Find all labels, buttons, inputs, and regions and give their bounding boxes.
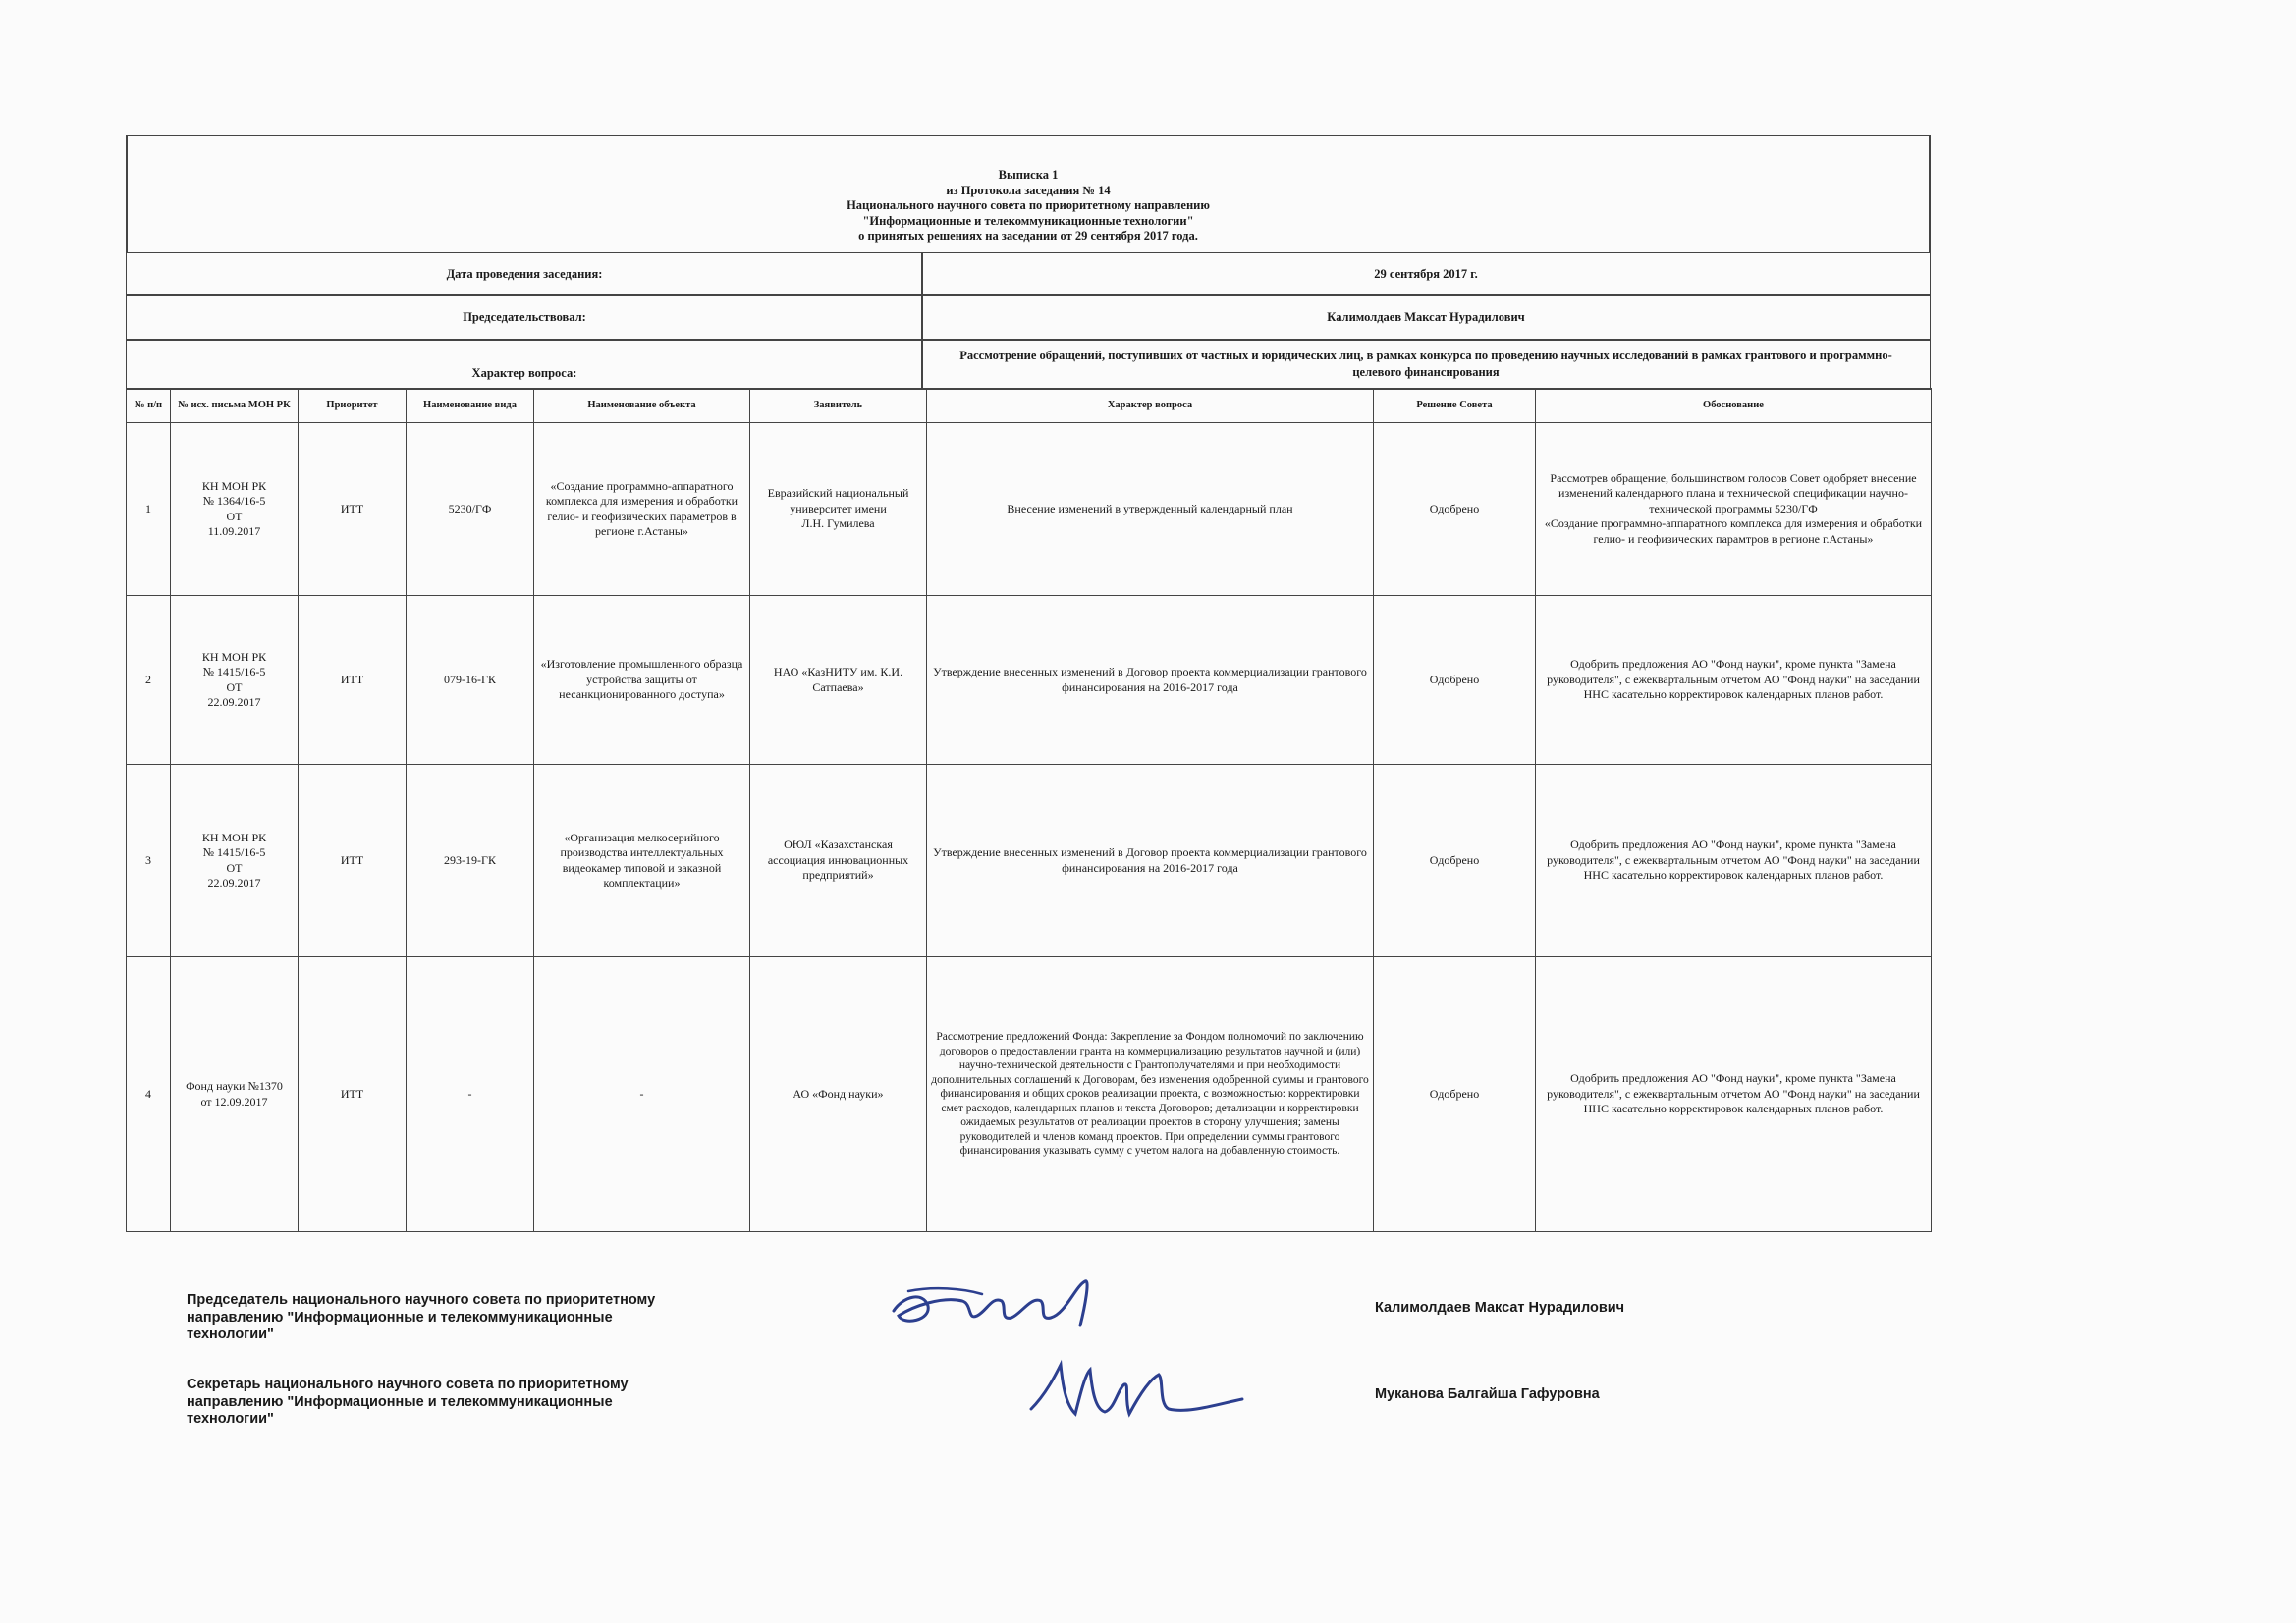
cell-num: 4 (127, 957, 171, 1232)
title-line: из Протокола заседания № 14 (946, 183, 1111, 197)
meeting-date-value: 29 сентября 2017 г. (921, 252, 1931, 296)
cell-num: 2 (127, 596, 171, 765)
meeting-date-label: Дата проведения заседания: (126, 252, 923, 296)
cell-priority: ИТТ (299, 957, 407, 1232)
cell-object: «Изготовление промышленного образца устройства защиты от несанкционированного доступа» (534, 596, 750, 765)
title-line: о принятых решениях на заседании от 29 сентября 2017 года. (858, 229, 1198, 243)
cell-applicant: НАО «КазНИТУ им. К.И. Сатпаева» (750, 596, 927, 765)
table-row (127, 596, 1932, 765)
cell-question: Внесение изменений в утвержденный календарный план (927, 423, 1374, 596)
col-header-decision: Решение Совета (1374, 389, 1536, 423)
chair-label: Председательствовал: (126, 294, 923, 341)
question-value: Рассмотрение обращений, поступивших от частных и юридических лиц, в рамках конкурса по проведению научных исследований в рамках грантового и программно-целевого финансирования (921, 339, 1931, 390)
cell-question: Утверждение внесенных изменений в Договор проекта коммерциализации грантового финансирования на 2016-2017 года (927, 596, 1374, 765)
document-header (126, 135, 1931, 252)
cell-priority: ИТТ (299, 765, 407, 957)
cell-priority: ИТТ (299, 596, 407, 765)
col-header-num: № п/п (127, 389, 171, 423)
cell-justification: Одобрить предложения АО "Фонд науки", кроме пункта "Замена руководителя", с ежеквартальным отчетом АО "Фонд науки" на заседании ННС касательно корректировок календарных планов работ. (1536, 765, 1932, 957)
chair-name: Калимолдаев Максат Нурадилович (1375, 1300, 1625, 1316)
cell-justification: Рассмотрев обращение, большинством голосов Совет одобряет внесение изменений календарного плана и технической спецификации научно-технической программы 5230/ГФ «Создание программно-аппаратного комплекса для измерения и обработки гелио- и геофизических парамтров в регионе г.Астаны» (1536, 423, 1932, 596)
title-line: Национального научного совета по приоритетному направлению (847, 198, 1210, 212)
cell-question: Утверждение внесенных изменений в Договор проекта коммерциализации грантового финансирования на 2016-2017 года (927, 765, 1374, 957)
col-header-letter: № исх. письма МОН РК (171, 389, 299, 423)
cell-question: Рассмотрение предложений Фонда: Закрепление за Фондом полномочий по заключению договоров о предоставлении гранта на коммерциализацию результатов научной и (или) научно-технической деятельности с Грантополучателями и при необходимости дополнительных соглашений к Договорам, без изменения одобренной суммы и грантового финансирования и общих сроков реализации проекта, с возможностью: корректировки смет расходов, календарных планов и текста Договоров; детализации и корректировки ожидаемых результатов от реализации проектов в сторону улучшения; замены руководителей и членов команд проектов. При определении суммы грантового финансирования указывать сумму с учетом налога на добавленную стоимость. (927, 957, 1374, 1232)
cell-decision: Одобрено (1374, 423, 1536, 596)
title-line: "Информационные и телекоммуникационные технологии" (862, 213, 1194, 228)
cell-letter: Фонд науки №1370 от 12.09.2017 (171, 957, 299, 1232)
cell-decision: Одобрено (1374, 957, 1536, 1232)
cell-letter: КН МОН РК № 1415/16-5 ОТ 22.09.2017 (171, 596, 299, 765)
cell-kind: 079-16-ГК (407, 596, 534, 765)
decisions-table (126, 388, 1932, 1232)
table-row (127, 423, 1932, 596)
chair-title: Председатель национального научного совета по приоритетному направлению "Информационные и телекоммуникационные технологии" (187, 1292, 656, 1342)
col-header-question: Характер вопроса (927, 389, 1374, 423)
secretary-name: Муканова Балгайша Гафуровна (1375, 1386, 1600, 1402)
cell-applicant: ОЮЛ «Казахстанская ассоциация инновационных предприятий» (750, 765, 927, 957)
document-title (128, 168, 1929, 244)
question-label: Характер вопроса: (126, 339, 923, 390)
cell-num: 3 (127, 765, 171, 957)
chair-signature-icon (874, 1267, 1159, 1355)
cell-kind: - (407, 957, 534, 1232)
col-header-applicant: Заявитель (750, 389, 927, 423)
table-row (127, 765, 1932, 957)
cell-priority: ИТТ (299, 423, 407, 596)
col-header-justification: Обоснование (1536, 389, 1932, 423)
cell-object: - (534, 957, 750, 1232)
col-header-kind: Наименование вида (407, 389, 534, 423)
cell-num: 1 (127, 423, 171, 596)
cell-letter: КН МОН РК № 1364/16-5 ОТ 11.09.2017 (171, 423, 299, 596)
cell-decision: Одобрено (1374, 765, 1536, 957)
chair-value: Калимолдаев Максат Нурадилович (921, 294, 1931, 341)
cell-justification: Одобрить предложения АО "Фонд науки", кроме пункта "Замена руководителя", с ежеквартальным отчетом АО "Фонд науки" на заседании ННС касательно корректировок календарных планов работ. (1536, 957, 1932, 1232)
cell-kind: 293-19-ГК (407, 765, 534, 957)
secretary-signature-icon (1021, 1355, 1257, 1434)
cell-applicant: Евразийский национальный университет имени Л.Н. Гумилева (750, 423, 927, 596)
cell-object: «Организация мелкосерийного производства интеллектуальных видеокамер типовой и заказной комплектации» (534, 765, 750, 957)
col-header-object: Наименование объекта (534, 389, 750, 423)
secretary-title: Секретарь национального научного совета по приоритетному направлению "Информационные и телекоммуникационные технологии" (187, 1377, 629, 1427)
cell-letter: КН МОН РК № 1415/16-5 ОТ 22.09.2017 (171, 765, 299, 957)
cell-justification: Одобрить предложения АО "Фонд науки", кроме пункта "Замена руководителя", с ежеквартальным отчетом АО "Фонд науки" на заседании ННС касательно корректировок календарных планов работ. (1536, 596, 1932, 765)
cell-object: «Создание программно-аппаратного комплекса для измерения и обработки гелио- и геофизических параметров в регионе г.Астаны» (534, 423, 750, 596)
cell-decision: Одобрено (1374, 596, 1536, 765)
cell-applicant: АО «Фонд науки» (750, 957, 927, 1232)
table-header-row (127, 389, 1932, 423)
title-line: Выписка 1 (998, 168, 1059, 182)
col-header-priority: Приоритет (299, 389, 407, 423)
cell-kind: 5230/ГФ (407, 423, 534, 596)
table-row (127, 957, 1932, 1232)
